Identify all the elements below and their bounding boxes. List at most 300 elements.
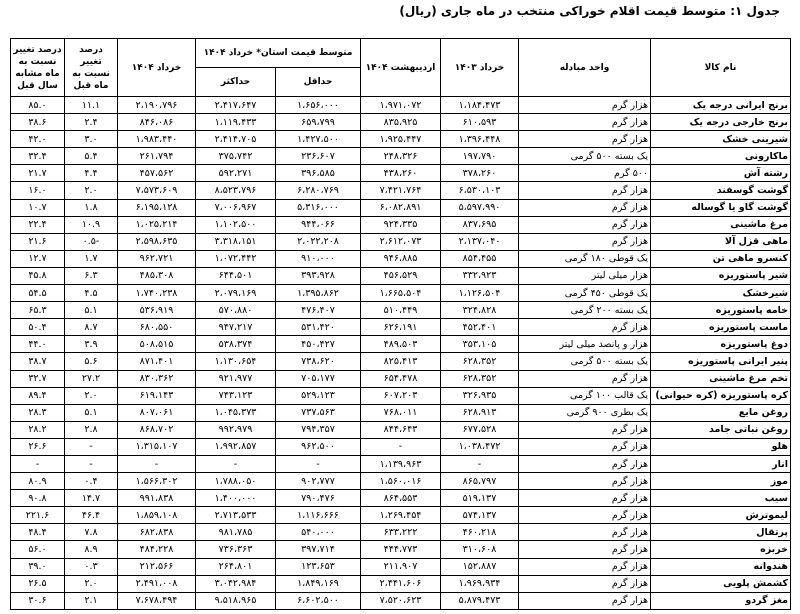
cell-min: ۴۷۶،۴۰۷ bbox=[276, 302, 361, 319]
cell-item: شیر پاستوریزه bbox=[651, 267, 791, 284]
cell-ordibehesht-1404: ۲،۴۴۱،۶۰۶ bbox=[361, 575, 441, 592]
cell-min: ۲۳۶،۶۰۷ bbox=[276, 148, 361, 165]
cell-item: رشته آش bbox=[651, 165, 791, 182]
cell-khordad-1404: ۵۳۶،۹۱۹ bbox=[118, 302, 196, 319]
table-row bbox=[11, 421, 791, 438]
cell-item: ماست پاستوریزه bbox=[651, 319, 791, 336]
cell-unit: یک بسته ۵۰۰ گرمی bbox=[519, 148, 651, 165]
cell-unit: هزار میلی لیتر bbox=[519, 267, 651, 284]
cell-unit: هزار گرم bbox=[519, 370, 651, 387]
cell-unit: هزار گرم bbox=[519, 421, 651, 438]
cell-ordibehesht-1404: ۴۵۶،۵۲۹ bbox=[361, 267, 441, 284]
cell-min: ۹۱۰،۰۰۰ bbox=[276, 250, 361, 267]
cell-min: ۱،۶۵۶،۰۰۰ bbox=[276, 97, 361, 114]
cell-unit: هزار گرم bbox=[519, 319, 651, 336]
cell-khordad-1403: ۶،۵۳۰،۱۰۳ bbox=[441, 182, 519, 199]
cell-khordad-1403: ۴۵۲،۴۰۱ bbox=[441, 319, 519, 336]
cell-max: ۱،۹۹۲،۸۵۷ bbox=[196, 438, 276, 455]
table-row bbox=[11, 250, 791, 267]
cell-ordibehesht-1404: ۱،۹۲۵،۴۴۷ bbox=[361, 131, 441, 148]
cell-change-prev-month: ۲.۱ bbox=[65, 592, 118, 609]
cell-min: ۷۳۸،۶۲۰ bbox=[276, 353, 361, 370]
table-row bbox=[11, 285, 791, 302]
cell-ordibehesht-1404: ۱،۵۶۰،۰۱۶ bbox=[361, 473, 441, 490]
cell-change-prev-year: ۲۲۱.۶ bbox=[11, 507, 65, 524]
cell-item: دوغ پاستوریزه bbox=[651, 336, 791, 353]
cell-ordibehesht-1404: ۵۱۰،۴۴۹ bbox=[361, 302, 441, 319]
cell-change-prev-year: ۵۰.۴ bbox=[11, 319, 65, 336]
table-row bbox=[11, 490, 791, 507]
cell-change-prev-month: ۵.۶ bbox=[65, 353, 118, 370]
cell-change-prev-month: ۵.۴ bbox=[65, 148, 118, 165]
cell-min: ۵۳۱،۴۲۰ bbox=[276, 319, 361, 336]
cell-max: ۵۹۲،۲۷۱ bbox=[196, 165, 276, 182]
price-table bbox=[10, 38, 791, 610]
cell-khordad-1403: ۳۲۴،۸۲۸ bbox=[441, 302, 519, 319]
cell-unit: یک قوطی ۴۵۰ گرمی bbox=[519, 285, 651, 302]
cell-ordibehesht-1404: ۶۲۶،۱۹۱ bbox=[361, 319, 441, 336]
table-row bbox=[11, 319, 791, 336]
cell-change-prev-month: ۳.۹ bbox=[65, 336, 118, 353]
cell-max: ۲،۷۱۳،۵۳۳ bbox=[196, 507, 276, 524]
cell-change-prev-year: ۶۵.۳ bbox=[11, 302, 65, 319]
cell-change-prev-year: ۹۰.۸ bbox=[11, 490, 65, 507]
cell-unit: هزار گرم bbox=[519, 233, 651, 250]
cell-change-prev-year: ۳۸.۷ bbox=[11, 353, 65, 370]
cell-unit: هزار گرم bbox=[519, 199, 651, 216]
table-row bbox=[11, 336, 791, 353]
cell-max: ۹۲۱،۹۷۷ bbox=[196, 370, 276, 387]
cell-change-prev-month: ۱۰.۹ bbox=[65, 216, 118, 233]
cell-item: خامه پاستوریزه bbox=[651, 302, 791, 319]
header-max: حداکثر bbox=[196, 68, 276, 97]
cell-khordad-1404: ۱،۳۱۵،۱۰۷ bbox=[118, 438, 196, 455]
cell-khordad-1404: ۸۰۷،۰۶۱ bbox=[118, 404, 196, 421]
cell-ordibehesht-1404: ۴۳۸،۲۶۰ bbox=[361, 165, 441, 182]
cell-min: ۹۰۲،۷۷۷ bbox=[276, 473, 361, 490]
cell-khordad-1403: ۶۲۸،۹۱۳ bbox=[441, 404, 519, 421]
cell-change-prev-month: ۸.۷ bbox=[65, 319, 118, 336]
cell-unit: هزار گرم bbox=[519, 455, 651, 472]
cell-change-prev-month: ۴۶.۴ bbox=[65, 507, 118, 524]
cell-min: ۷۳۷،۵۶۳ bbox=[276, 404, 361, 421]
table-row bbox=[11, 182, 791, 199]
cell-khordad-1404: ۱،۷۴۰،۲۳۸ bbox=[118, 285, 196, 302]
table-row bbox=[11, 438, 791, 455]
cell-change-prev-month: ۶.۳ bbox=[65, 267, 118, 284]
cell-khordad-1404: ۹۹۱،۸۳۸ bbox=[118, 490, 196, 507]
cell-item: ماهی قزل آلا bbox=[651, 233, 791, 250]
cell-max: ۱،۰۷۲،۴۴۲ bbox=[196, 250, 276, 267]
cell-unit: هزار و پانصد میلی لیتر bbox=[519, 336, 651, 353]
cell-ordibehesht-1404: ۷،۴۲۱،۷۶۴ bbox=[361, 182, 441, 199]
cell-unit: یک قالب ۱۰۰ گرمی bbox=[519, 387, 651, 404]
cell-max: ۱،۱۰۲،۵۰۰ bbox=[196, 216, 276, 233]
table-row bbox=[11, 114, 791, 131]
table-row bbox=[11, 233, 791, 250]
cell-ordibehesht-1404: ۶۵۴،۴۷۸ bbox=[361, 370, 441, 387]
cell-khordad-1403: ۶۱۰،۵۹۳ bbox=[441, 114, 519, 131]
cell-ordibehesht-1404: ۹۲۴،۳۳۵ bbox=[361, 216, 441, 233]
cell-change-prev-month: ۲.۰ bbox=[65, 182, 118, 199]
cell-change-prev-month: ۰.۳ bbox=[65, 558, 118, 575]
header-khordad-1404: خرداد ۱۴۰۴ bbox=[118, 39, 196, 97]
table-row bbox=[11, 575, 791, 592]
cell-change-prev-month: - bbox=[65, 455, 118, 472]
table-row bbox=[11, 455, 791, 472]
cell-ordibehesht-1404: ۱،۲۶۹،۴۵۴ bbox=[361, 507, 441, 524]
cell-min: ۱،۸۴۹،۱۶۹ bbox=[276, 575, 361, 592]
cell-khordad-1404: ۶۸۲،۸۳۸ bbox=[118, 524, 196, 541]
cell-ordibehesht-1404: - bbox=[361, 438, 441, 455]
cell-min: ۷۰۵،۱۷۷ bbox=[276, 370, 361, 387]
cell-change-prev-year: ۲۶.۵ bbox=[11, 575, 65, 592]
cell-khordad-1403: ۳۲۶،۹۳۵ bbox=[441, 387, 519, 404]
cell-unit: هزار گرم bbox=[519, 131, 651, 148]
cell-change-prev-year: ۳۰.۶ bbox=[11, 592, 65, 609]
cell-khordad-1403: ۱،۱۸۴،۴۷۳ bbox=[441, 97, 519, 114]
cell-khordad-1404: ۲،۱۹۰،۷۹۶ bbox=[118, 97, 196, 114]
cell-change-prev-month: ۴.۴ bbox=[65, 165, 118, 182]
header-ordibehesht-1404: اردیبهشت ۱۴۰۴ bbox=[361, 39, 441, 97]
cell-ordibehesht-1404: ۱،۶۶۵،۵۰۴ bbox=[361, 285, 441, 302]
table-row bbox=[11, 165, 791, 182]
cell-change-prev-month: ۲.۴ bbox=[65, 114, 118, 131]
cell-min: ۳۹۷،۷۱۴ bbox=[276, 541, 361, 558]
cell-item: مرغ ماشینی bbox=[651, 216, 791, 233]
cell-max: - bbox=[196, 455, 276, 472]
cell-ordibehesht-1404: ۸۴۴،۶۴۳ bbox=[361, 421, 441, 438]
cell-khordad-1404: ۱،۰۲۵،۲۱۴ bbox=[118, 216, 196, 233]
table-row bbox=[11, 131, 791, 148]
cell-max: ۲۶۴،۸۰۱ bbox=[196, 558, 276, 575]
cell-khordad-1404: ۸۷۱،۴۰۱ bbox=[118, 353, 196, 370]
cell-change-prev-year: ۴۲.۰ bbox=[11, 131, 65, 148]
cell-change-prev-month: ۸.۹ bbox=[65, 541, 118, 558]
cell-ordibehesht-1404: ۴۸۹،۵۰۳ bbox=[361, 336, 441, 353]
cell-ordibehesht-1404: ۶۳۳،۲۲۲ bbox=[361, 524, 441, 541]
header-row bbox=[11, 39, 791, 68]
table-row bbox=[11, 524, 791, 541]
cell-ordibehesht-1404: ۸۶۴،۵۵۳ bbox=[361, 490, 441, 507]
cell-item: گوشت گوسفند bbox=[651, 182, 791, 199]
cell-khordad-1403: ۱۹۷،۷۹۰ bbox=[441, 148, 519, 165]
cell-ordibehesht-1404: ۷۶۸،۰۱۱ bbox=[361, 404, 441, 421]
cell-item: برنج ایرانی درجه یک bbox=[651, 97, 791, 114]
table-row bbox=[11, 148, 791, 165]
table-row bbox=[11, 216, 791, 233]
cell-item: روغن مایع bbox=[651, 404, 791, 421]
cell-khordad-1404: ۸۴۶،۰۸۶ bbox=[118, 114, 196, 131]
cell-min: ۵،۳۱۶،۰۰۰ bbox=[276, 199, 361, 216]
cell-khordad-1404: ۶۸۰،۵۵۰ bbox=[118, 319, 196, 336]
cell-khordad-1404: - bbox=[118, 455, 196, 472]
cell-khordad-1404: ۹۶۲،۷۲۱ bbox=[118, 250, 196, 267]
cell-max: ۹۹۲،۹۷۹ bbox=[196, 421, 276, 438]
cell-ordibehesht-1404: ۲۱۱،۹۰۷ bbox=[361, 558, 441, 575]
cell-max: ۲،۰۷۹،۱۶۹ bbox=[196, 285, 276, 302]
cell-change-prev-year: ۸۵.۰ bbox=[11, 97, 65, 114]
cell-unit: هزار گرم bbox=[519, 592, 651, 609]
cell-change-prev-year: ۴۴.۰ bbox=[11, 336, 65, 353]
cell-max: ۹،۵۱۸،۹۶۵ bbox=[196, 592, 276, 609]
cell-khordad-1403: ۵،۵۹۷،۹۹۰ bbox=[441, 199, 519, 216]
cell-change-prev-year: ۲۱.۶ bbox=[11, 233, 65, 250]
table-row bbox=[11, 97, 791, 114]
cell-ordibehesht-1404: ۸۲۵،۴۱۳ bbox=[361, 353, 441, 370]
table-row bbox=[11, 473, 791, 490]
cell-min: ۳۹۶،۵۸۵ bbox=[276, 165, 361, 182]
cell-khordad-1404: ۸۳۰،۳۶۲ bbox=[118, 370, 196, 387]
cell-khordad-1403: ۱۵۲،۸۸۷ bbox=[441, 558, 519, 575]
cell-ordibehesht-1404: ۲۴۸،۳۲۶ bbox=[361, 148, 441, 165]
cell-ordibehesht-1404: ۱،۱۳۹،۹۶۳ bbox=[361, 455, 441, 472]
cell-change-prev-year: ۳۲.۴ bbox=[11, 148, 65, 165]
cell-change-prev-month: ۲.۰ bbox=[65, 387, 118, 404]
header-unit: واحد مبادله bbox=[519, 39, 651, 97]
table-row bbox=[11, 507, 791, 524]
table-body bbox=[11, 97, 791, 610]
cell-change-prev-month: ۳.۰ bbox=[65, 131, 118, 148]
cell-change-prev-year: ۲۶.۶ bbox=[11, 438, 65, 455]
cell-ordibehesht-1404: ۸۳۵،۹۲۵ bbox=[361, 114, 441, 131]
table-row bbox=[11, 370, 791, 387]
cell-unit: هزار گرم bbox=[519, 473, 651, 490]
cell-unit: هزار گرم bbox=[519, 507, 651, 524]
cell-khordad-1404: ۱،۸۵۹،۱۰۸ bbox=[118, 507, 196, 524]
cell-khordad-1404: ۷،۵۷۳،۶۰۹ bbox=[118, 182, 196, 199]
cell-min: ۴۵۰،۴۲۷ bbox=[276, 336, 361, 353]
cell-ordibehesht-1404: ۱،۹۷۱،۰۷۲ bbox=[361, 97, 441, 114]
header-provincial-average: متوسط قیمت استان* خرداد ۱۴۰۴ bbox=[196, 39, 361, 68]
cell-change-prev-year: ۴۵.۸ bbox=[11, 267, 65, 284]
cell-ordibehesht-1404: ۶،۰۸۲،۸۹۱ bbox=[361, 199, 441, 216]
cell-change-prev-month: -۰.۵ bbox=[65, 233, 118, 250]
cell-item: کنسرو ماهی تن bbox=[651, 250, 791, 267]
cell-unit: هزار گرم bbox=[519, 524, 651, 541]
cell-change-prev-year: ۲۸.۲ bbox=[11, 421, 65, 438]
cell-min: ۲،۰۲۲،۲۰۸ bbox=[276, 233, 361, 250]
table-row bbox=[11, 353, 791, 370]
cell-unit: هزار گرم bbox=[519, 216, 651, 233]
cell-min: - bbox=[276, 455, 361, 472]
table-row bbox=[11, 541, 791, 558]
cell-change-prev-month: ۴.۵ bbox=[65, 285, 118, 302]
cell-min: ۹۶۲،۵۰۰ bbox=[276, 438, 361, 455]
cell-ordibehesht-1404: ۹۴۶،۸۸۵ bbox=[361, 250, 441, 267]
header-change-prev-month: درصد تغییر نسبت به ماه قبل bbox=[65, 39, 118, 97]
cell-item: تخم مرغ ماشینی bbox=[651, 370, 791, 387]
cell-item: شیرینی خشک bbox=[651, 131, 791, 148]
cell-unit: هزار گرم bbox=[519, 438, 651, 455]
cell-khordad-1404: ۶۱۹،۱۴۳ bbox=[118, 387, 196, 404]
cell-khordad-1404: ۸۶۸،۷۰۲ bbox=[118, 421, 196, 438]
cell-change-prev-year: ۳۲.۷ bbox=[11, 370, 65, 387]
cell-khordad-1403: ۳۷۸،۲۶۰ bbox=[441, 165, 519, 182]
cell-min: ۶۵۹،۷۹۹ bbox=[276, 114, 361, 131]
cell-item: هندوانه bbox=[651, 558, 791, 575]
cell-unit: هزار گرم bbox=[519, 558, 651, 575]
cell-khordad-1403: ۶۷۷،۵۲۸ bbox=[441, 421, 519, 438]
cell-change-prev-year: ۴۸.۴ bbox=[11, 524, 65, 541]
cell-change-prev-year: ۲۱.۷ bbox=[11, 165, 65, 182]
cell-unit: هزار گرم bbox=[519, 575, 651, 592]
cell-max: ۶۴۴،۵۰۱ bbox=[196, 267, 276, 284]
cell-khordad-1403: ۴۶۰،۲۱۸ bbox=[441, 524, 519, 541]
cell-min: ۹۴۴،۰۶۶ bbox=[276, 216, 361, 233]
cell-khordad-1403: ۵،۸۷۹،۴۷۳ bbox=[441, 592, 519, 609]
cell-min: ۱،۴۲۷،۵۰۰ bbox=[276, 131, 361, 148]
cell-max: ۹۴۷،۲۱۷ bbox=[196, 319, 276, 336]
cell-max: ۸،۵۲۳،۷۹۶ bbox=[196, 182, 276, 199]
table-row bbox=[11, 592, 791, 609]
cell-khordad-1403: ۶۲۸،۳۵۲ bbox=[441, 353, 519, 370]
cell-item: کره پاستوریزه (کره حیوانی) bbox=[651, 387, 791, 404]
cell-item: لیموترش bbox=[651, 507, 791, 524]
header-khordad-1403: خرداد ۱۴۰۳ bbox=[441, 39, 519, 97]
header-min: حداقل bbox=[276, 68, 361, 97]
cell-change-prev-month: ۲.۰ bbox=[65, 575, 118, 592]
cell-min: ۱،۳۹۵،۸۶۲ bbox=[276, 285, 361, 302]
table-row bbox=[11, 387, 791, 404]
cell-khordad-1403: ۳۳۲،۹۲۳ bbox=[441, 267, 519, 284]
table-row bbox=[11, 404, 791, 421]
cell-change-prev-year: - bbox=[11, 455, 65, 472]
cell-max: ۹۸۱،۷۸۵ bbox=[196, 524, 276, 541]
cell-min: ۳۹۳،۹۲۸ bbox=[276, 267, 361, 284]
cell-max: ۱،۱۳۰،۶۵۴ bbox=[196, 353, 276, 370]
cell-unit: هزار گرم bbox=[519, 97, 651, 114]
cell-max: ۲،۴۱۷،۶۴۷ bbox=[196, 97, 276, 114]
cell-item: هلو bbox=[651, 438, 791, 455]
cell-max: ۱،۷۸۸،۰۵۰ bbox=[196, 473, 276, 490]
cell-min: ۱،۱۱۶،۶۶۶ bbox=[276, 507, 361, 524]
header-item: نام کالا bbox=[651, 39, 791, 97]
cell-khordad-1404: ۴۸۵،۳۰۸ bbox=[118, 267, 196, 284]
cell-khordad-1403: ۳۵۳،۱۰۵ bbox=[441, 336, 519, 353]
cell-khordad-1404: ۶،۱۹۵،۱۲۸ bbox=[118, 199, 196, 216]
cell-khordad-1404: ۴۵۷،۵۶۲ bbox=[118, 165, 196, 182]
cell-item: انار bbox=[651, 455, 791, 472]
cell-khordad-1403: ۳۱۰،۶۰۸ bbox=[441, 541, 519, 558]
table-row bbox=[11, 302, 791, 319]
cell-change-prev-year: ۲۸.۳ bbox=[11, 404, 65, 421]
cell-khordad-1404: ۵۰۸،۵۱۵ bbox=[118, 336, 196, 353]
cell-max: ۵۷۰،۸۸۰ bbox=[196, 302, 276, 319]
cell-max: ۳،۳۱۸،۱۵۱ bbox=[196, 233, 276, 250]
cell-min: ۷۹۴،۳۵۷ bbox=[276, 421, 361, 438]
cell-item: ماکارونی bbox=[651, 148, 791, 165]
cell-khordad-1404: ۷،۶۷۸،۴۹۴ bbox=[118, 592, 196, 609]
cell-ordibehesht-1404: ۷،۵۲۰،۶۲۳ bbox=[361, 592, 441, 609]
cell-change-prev-year: ۱۶.۰ bbox=[11, 182, 65, 199]
cell-khordad-1403: - bbox=[441, 455, 519, 472]
cell-item: برنج خارجی درجه یک bbox=[651, 114, 791, 131]
cell-khordad-1403: ۵۱۹،۱۳۷ bbox=[441, 490, 519, 507]
cell-change-prev-year: ۵۶.۰ bbox=[11, 541, 65, 558]
cell-max: ۲،۴۱۴،۷۰۵ bbox=[196, 131, 276, 148]
cell-item: خربزه bbox=[651, 541, 791, 558]
cell-max: ۱،۰۴۵،۳۷۳ bbox=[196, 404, 276, 421]
cell-item: سیب bbox=[651, 490, 791, 507]
cell-max: ۵۳۸،۳۷۴ bbox=[196, 336, 276, 353]
cell-khordad-1403: ۸۳۷،۶۹۵ bbox=[441, 216, 519, 233]
cell-unit: یک بسته ۲۰۰ گرمی bbox=[519, 302, 651, 319]
cell-khordad-1403: ۱،۰۳۸،۴۷۲ bbox=[441, 438, 519, 455]
cell-item: پرتقال bbox=[651, 524, 791, 541]
cell-change-prev-year: ۸۰.۹ bbox=[11, 473, 65, 490]
cell-change-prev-year: ۳۸.۶ bbox=[11, 114, 65, 131]
cell-change-prev-month: ۵.۱ bbox=[65, 404, 118, 421]
cell-change-prev-year: ۱۰.۷ bbox=[11, 199, 65, 216]
cell-khordad-1404: ۱،۹۸۳،۴۴۰ bbox=[118, 131, 196, 148]
cell-change-prev-month: ۱۱.۱ bbox=[65, 97, 118, 114]
cell-unit: هزار گرم bbox=[519, 182, 651, 199]
cell-min: ۶،۲۸۰،۷۶۹ bbox=[276, 182, 361, 199]
cell-khordad-1404: ۲۱۲،۵۶۶ bbox=[118, 558, 196, 575]
cell-change-prev-month: ۰.۴ bbox=[65, 473, 118, 490]
cell-khordad-1403: ۱،۹۶۹،۹۳۴ bbox=[441, 575, 519, 592]
cell-item: مغز گردو bbox=[651, 592, 791, 609]
cell-max: ۳۷۵،۷۴۲ bbox=[196, 148, 276, 165]
cell-unit: ۵۰۰ گرم bbox=[519, 165, 651, 182]
cell-ordibehesht-1404: ۶۰۷،۲۰۳ bbox=[361, 387, 441, 404]
cell-unit: هزار گرم bbox=[519, 114, 651, 131]
cell-min: ۱۲۳،۶۵۳ bbox=[276, 558, 361, 575]
cell-item: کشمش پلویی bbox=[651, 575, 791, 592]
table-row bbox=[11, 558, 791, 575]
cell-item: روغن نباتی جامد bbox=[651, 421, 791, 438]
cell-item: گوشت گاو یا گوساله bbox=[651, 199, 791, 216]
cell-min: ۶،۶۰۲،۵۰۰ bbox=[276, 592, 361, 609]
table-row bbox=[11, 199, 791, 216]
cell-khordad-1403: ۸۵۴،۴۵۵ bbox=[441, 250, 519, 267]
cell-change-prev-year: ۱۲.۷ bbox=[11, 250, 65, 267]
cell-khordad-1403: ۸۶۵،۷۹۷ bbox=[441, 473, 519, 490]
cell-unit: یک قوطی ۱۸۰ گرمی bbox=[519, 250, 651, 267]
cell-khordad-1404: ۲۶۱،۷۹۴ bbox=[118, 148, 196, 165]
cell-change-prev-month: ۱.۷ bbox=[65, 250, 118, 267]
cell-change-prev-month: ۱.۸ bbox=[65, 199, 118, 216]
cell-unit: یک بطری ۹۰۰ گرمی bbox=[519, 404, 651, 421]
cell-min: ۵۲۹،۱۲۳ bbox=[276, 387, 361, 404]
cell-khordad-1403: ۱،۱۲۶،۵۰۴ bbox=[441, 285, 519, 302]
cell-change-prev-year: ۳۹.۰ bbox=[11, 558, 65, 575]
cell-unit: هزار گرم bbox=[519, 490, 651, 507]
cell-ordibehesht-1404: ۲،۶۱۲،۰۷۳ bbox=[361, 233, 441, 250]
table-title: جدول ۱: متوسط قیمت اقلام خوراکی منتخب در ماه جاری (ریال) bbox=[399, 4, 780, 18]
cell-unit: هزار گرم bbox=[519, 541, 651, 558]
cell-khordad-1404: ۴۸۴،۲۲۸ bbox=[118, 541, 196, 558]
cell-khordad-1404: ۲،۵۹۸،۶۳۵ bbox=[118, 233, 196, 250]
cell-max: ۳،۰۴۲،۹۸۴ bbox=[196, 575, 276, 592]
cell-item: پنیر ایرانی پاستوریزه bbox=[651, 353, 791, 370]
cell-change-prev-month: ۲۷.۲ bbox=[65, 370, 118, 387]
cell-khordad-1404: ۲،۴۹۱،۰۰۸ bbox=[118, 575, 196, 592]
cell-khordad-1403: ۲،۱۳۷،۰۴۰ bbox=[441, 233, 519, 250]
cell-khordad-1404: ۱،۵۶۶،۳۰۲ bbox=[118, 473, 196, 490]
cell-unit: یک بسته ۵۰۰ گرمی bbox=[519, 353, 651, 370]
cell-ordibehesht-1404: ۴۴۴،۷۷۳ bbox=[361, 541, 441, 558]
table-row bbox=[11, 267, 791, 284]
cell-min: ۷۹۰،۴۷۶ bbox=[276, 490, 361, 507]
header-change-prev-year: درصد تغییر نسبت به ماه مشابه سال قبل bbox=[11, 39, 65, 97]
cell-max: ۷۴۳،۱۲۳ bbox=[196, 387, 276, 404]
cell-change-prev-month: ۱۴.۷ bbox=[65, 490, 118, 507]
cell-change-prev-month: ۵.۱ bbox=[65, 302, 118, 319]
cell-max: ۷،۰۰۶،۹۶۷ bbox=[196, 199, 276, 216]
cell-item: موز bbox=[651, 473, 791, 490]
